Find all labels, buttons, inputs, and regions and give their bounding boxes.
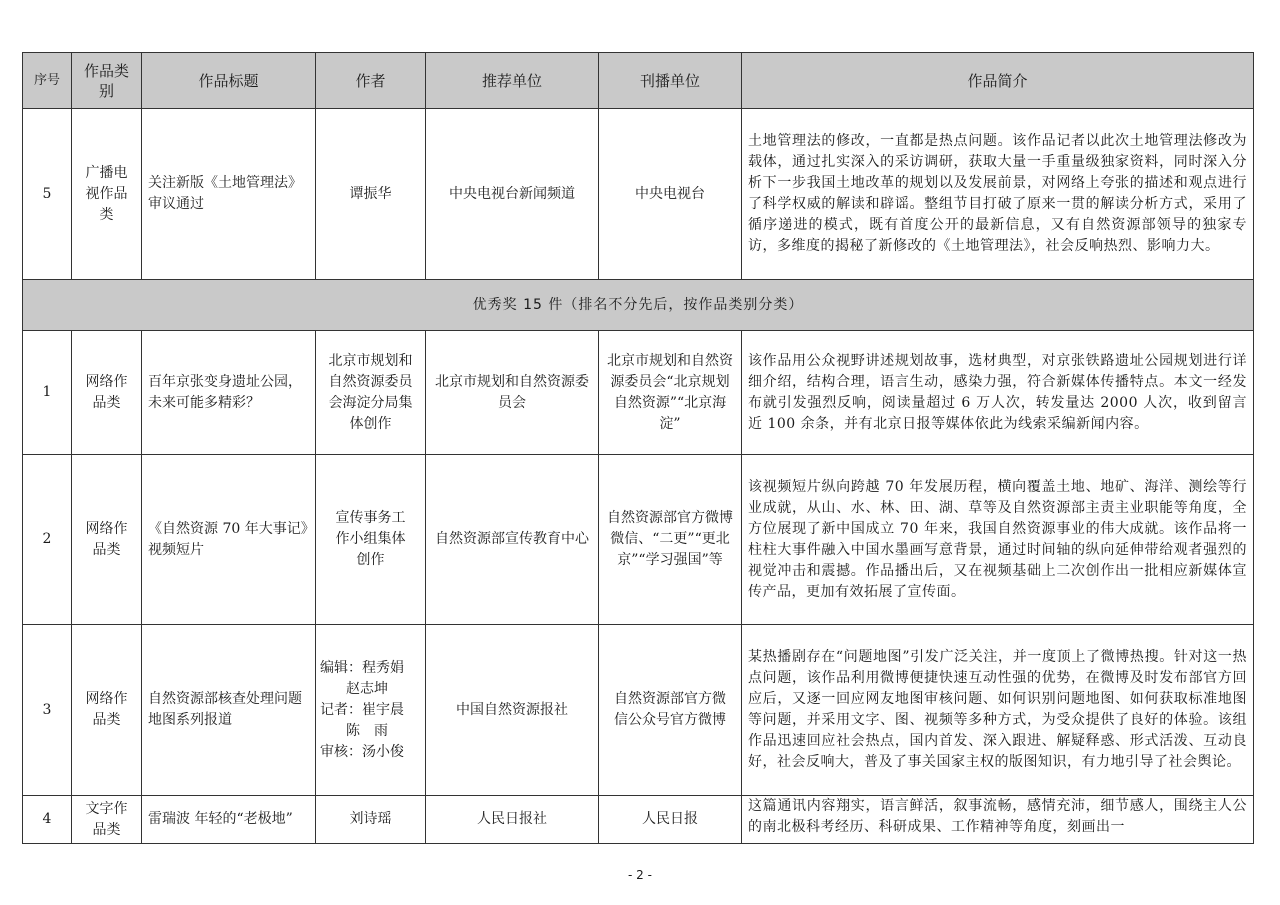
cell-category: 网络作品类: [72, 455, 142, 625]
author-line: 赵志坤: [346, 680, 388, 697]
cell-title: 自然资源部核查处理问题地图系列报道: [142, 625, 316, 796]
cell-recommender: 人民日报社: [426, 796, 599, 844]
cell-no: 2: [23, 455, 72, 625]
section-title: 优秀奖 15 件（排名不分先后，按作品类别分类）: [23, 280, 1254, 331]
cell-title: 百年京张变身遗址公园，未来可能多精彩？: [142, 331, 316, 455]
cell-publisher: 自然资源部官方微博微信、“二更”“更北京”“学习强国”等: [599, 455, 742, 625]
header-no: 序号: [23, 53, 72, 109]
cell-author: 北京市规划和自然资源委员会海淀分局集体创作: [316, 331, 426, 455]
cell-title: 《自然资源 70 年大事记》视频短片: [142, 455, 316, 625]
cell-category: 网络作品类: [72, 625, 142, 796]
cell-summary: 该视频短片纵向跨越 70 年发展历程，横向覆盖土地、地矿、海洋、测绘等行业成就，从山、水、林、田、湖、草等及自然资源部主责主业职能等角度，全方位展现了新中国成立 70 年来，我国自然资源事业的伟大成就。该作品将一柱柱大事件融入中国水墨画写意背景，通过时间轴的纵向延伸带给观者强烈的视觉冲击和震撼。作品播出后，又在视频基础上二次创作出一批相应新媒体宣传产品，更加有效拓展了宣传面。: [742, 455, 1254, 625]
table-header-row: [23, 53, 1254, 109]
summary-clipped: 这篇通讯内容翔实，语言鲜活，叙事流畅，感情充沛，细节感人，围绕主人公的南北极科考经历、科研成果、工作精神等角度，刻画出一: [748, 798, 1247, 835]
author-line: 编辑：程秀娟: [320, 659, 404, 676]
cell-author: 谭振华: [316, 109, 426, 280]
table-row: [23, 455, 1254, 625]
cell-publisher: 中央电视台: [599, 109, 742, 280]
author-line: 记者：崔宇晨: [320, 701, 404, 718]
cell-author: 刘诗瑶: [316, 796, 426, 844]
cell-summary: 某热播剧存在“问题地图”引发广泛关注，并一度顶上了微博热搜。针对这一热点问题，该作品利用微博便捷快速互动性强的优势，在微博及时发布部官方回应后，又逐一回应网友地图审核问题、如何识别问题地图、如何获取标准地图等问题，并采用文字、图、视频等多种方式，为受众提供了良好的体验。该组作品迅速回应社会热点，国内首发、深入跟进、解疑释惑、形式活泼、互动良好，社会反响大，普及了事关国家主权的版图知识，有力地引导了社会舆论。: [742, 625, 1254, 796]
header-publisher: 刊播单位: [599, 53, 742, 109]
cell-recommender: 中国自然资源报社: [426, 625, 599, 796]
table-row: [23, 796, 1254, 844]
cell-recommender: 自然资源部宣传教育中心: [426, 455, 599, 625]
cell-category: 文字作品类: [72, 796, 142, 844]
table-row: [23, 625, 1254, 796]
header-category: 作品类别: [72, 53, 142, 109]
cell-category: 网络作品类: [72, 331, 142, 455]
awards-table: [22, 52, 1254, 844]
cell-publisher: 人民日报: [599, 796, 742, 844]
cell-summary: [742, 796, 1254, 844]
cell-summary: 该作品用公众视野讲述规划故事，选材典型，对京张铁路遗址公园规划进行详细介绍，结构合理，语言生动，感染力强，符合新媒体传播特点。本文一经发布就引发强烈反响，阅读量超过 6 万人次，转发量达 2000 人次，收到留言近 100 余条，并有北京日报等媒体依此为线索采编新闻内容。: [742, 331, 1254, 455]
cell-title: 雷瑞波 年轻的“老极地”: [142, 796, 316, 844]
cell-recommender: 北京市规划和自然资源委员会: [426, 331, 599, 455]
table-row: [23, 109, 1254, 280]
cell-author: [316, 625, 426, 796]
cell-author: 宣传事务工作小组集体创作: [316, 455, 426, 625]
author-line: 陈 雨: [346, 722, 388, 739]
cell-publisher: 自然资源部官方微信公众号官方微博: [599, 625, 742, 796]
page-number: - 2 -: [628, 868, 652, 882]
cell-publisher: 北京市规划和自然资源委员会“北京规划自然资源”“北京海淀”: [599, 331, 742, 455]
cell-no: 1: [23, 331, 72, 455]
section-row: [23, 280, 1254, 331]
header-recommender: 推荐单位: [426, 53, 599, 109]
header-title: 作品标题: [142, 53, 316, 109]
cell-summary: 土地管理法的修改，一直都是热点问题。该作品记者以此次土地管理法修改为载体，通过扎实深入的采访调研，获取大量一手重量级独家资料，同时深入分析下一步我国土地改革的规划以及发展前景，对网络上夸张的描述和观点进行了科学权威的解读和辟谣。整组节目打破了原来一贯的解读分析方式，采用了循序递进的模式，既有首度公开的最新信息，又有自然资源部领导的独家专访，多维度的揭秘了新修改的《土地管理法》，社会反响热烈、影响力大。: [742, 109, 1254, 280]
cell-title: 关注新版《土地管理法》审议通过: [142, 109, 316, 280]
header-summary: 作品简介: [742, 53, 1254, 109]
cell-no: 3: [23, 625, 72, 796]
author-line: 审核：汤小俊: [320, 743, 404, 760]
table-row: [23, 331, 1254, 455]
header-author: 作者: [316, 53, 426, 109]
cell-recommender: 中央电视台新闻频道: [426, 109, 599, 280]
cell-category: 广播电视作品类: [72, 109, 142, 280]
cell-no: 4: [23, 796, 72, 844]
cell-no: 5: [23, 109, 72, 280]
